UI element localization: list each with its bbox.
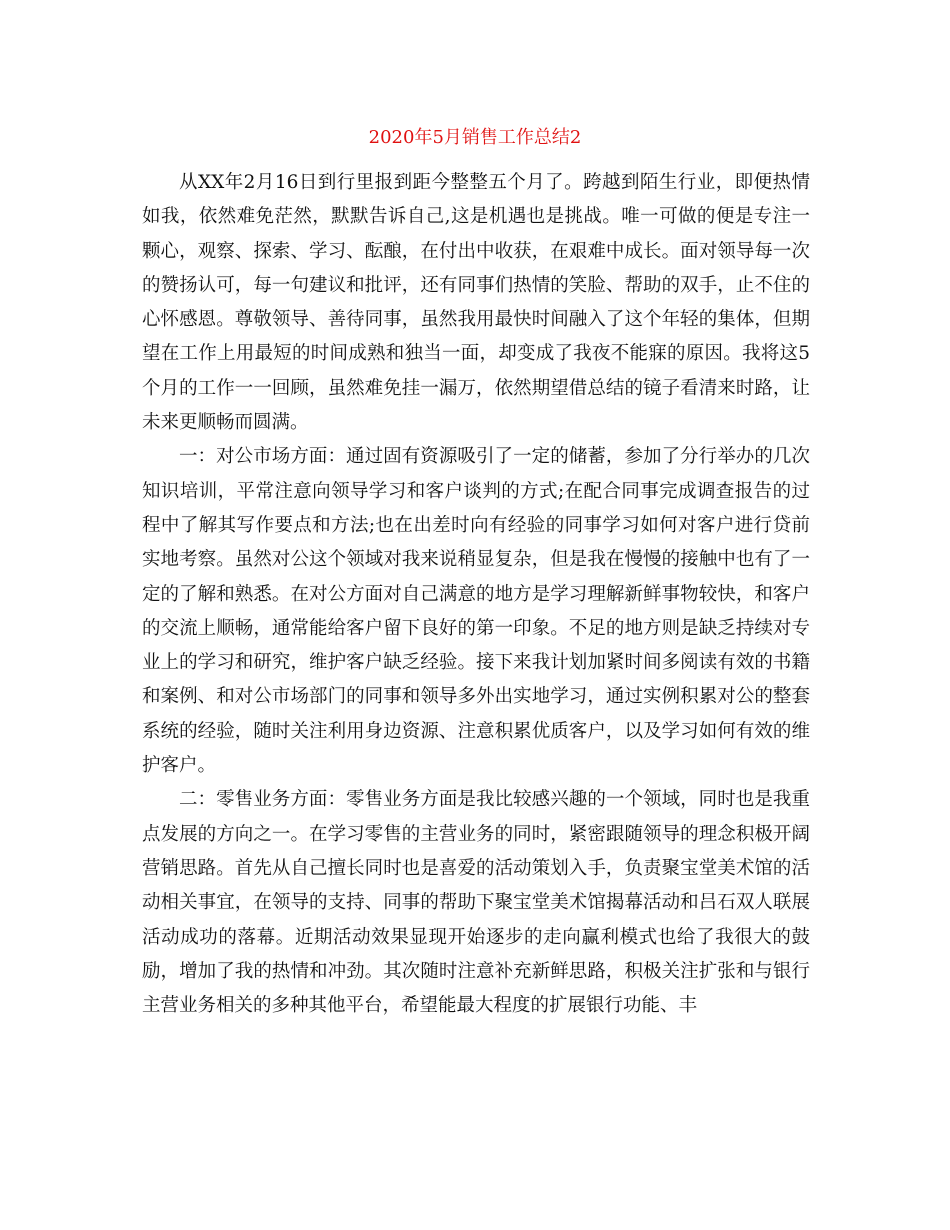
document-title: 2020年5月销售工作总结2 bbox=[368, 127, 582, 148]
paragraph-intro: 从XX年2月16日到行里报到距今整整五个月了。跨越到陌生行业，即便热情如我，依然难免茫然，默默告诉自己,这是机遇也是挑战。唯一可做的便是专注一颗心，观察、探索、学习、酝酿，在付出中收获，在艰难中成长。面对领导每一次的赞扬认可，每一句建议和批评，还有同事们热情的笑脸、帮助的双手，止不住的心怀感恩。尊敬领导、善待同事，虽然我用最快时间融入了这个年轻的集体，但期望在工作上用最短的时间成熟和独当一面，却变成了我夜不能寐的原因。我将这5个月的工作一一回顾，虽然难免挂一漏万，依然期望借总结的镜子看清来时路，让未来更顺畅而圆满。 bbox=[142, 172, 810, 434]
document-body bbox=[142, 166, 810, 1023]
paragraph-retail-business: 二：零售业务方面：零售业务方面是我比较感兴趣的一个领域，同时也是我重点发展的方向之一。在学习零售的主营业务的同时，紧密跟随领导的理念积极开阔营销思路。首先从自己擅长同时也是喜爱的活动策划入手，负责聚宝堂美术馆的活动相关事宜，在领导的支持、同事的帮助下聚宝堂美术馆揭幕活动和吕石双人联展活动成功的落幕。近期活动效果显现开始逐步的走向赢利模式也给了我很大的鼓励，增加了我的热情和冲劲。其次随时注意补充新鲜思路，积极关注扩张和与银行主营业务相关的多种其他平台，希望能最大程度的扩展银行功能、丰 bbox=[142, 789, 810, 1017]
paragraph-corporate-market: 一：对公市场方面：通过固有资源吸引了一定的储蓄，参加了分行举办的几次知识培训，平常注意向领导学习和客户谈判的方式;在配合同事完成调查报告的过程中了解其写作要点和方法;也在出差时向有经验的同事学习如何对客户进行贷前实地考察。虽然对公这个领域对我来说稍显复杂，但是我在慢慢的接触中也有了一定的了解和熟悉。在对公方面对自己满意的地方是学习理解新鲜事物较快，和客户的交流上顺畅，通常能给客户留下良好的第一印象。不足的地方则是缺乏持续对专业上的学习和研究，维护客户缺乏经验。接下来我计划加紧时间多阅读有效的书籍和案例、和对公市场部门的同事和领导多外出实地学习，通过实例积累对公的整套系统的经验，随时关注利用身边资源、注意积累优质客户，以及学习如何有效的维护客户。 bbox=[142, 446, 810, 777]
